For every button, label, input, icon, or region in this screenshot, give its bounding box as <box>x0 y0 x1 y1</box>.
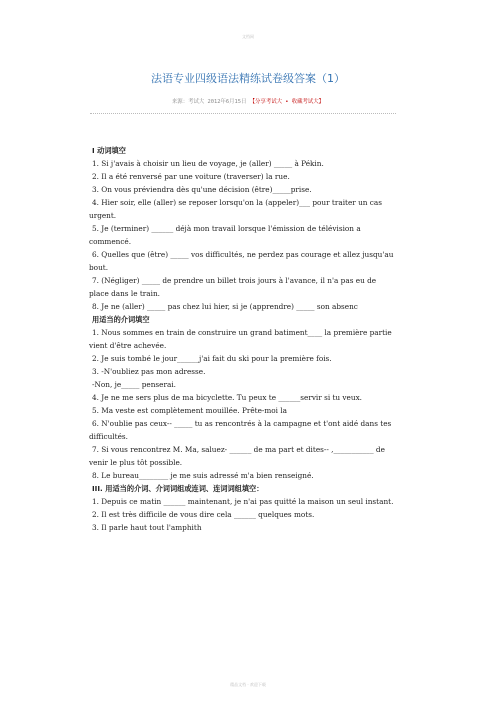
exercise-line: 2. Il est très difficile de vous dire cela ______ quelques mots. <box>92 510 315 519</box>
exercise-line: 7. Si vous rencontrez M. Ma, saluez- ______ de ma part et dites-- ,___________ de venir le plus tôt possible. <box>89 445 385 467</box>
exercise-line: 8. Je ne (aller) _____ pas chez lui hier, si je (apprendre) _____ son absenc <box>92 302 358 311</box>
exercise-line: 2. Il a été renversé par une voiture (traverser) la rue. <box>92 172 290 181</box>
exercise-body <box>89 144 398 534</box>
exercise-line: 2. Je suis tombé le jour______j'ai fait du ski pour la première fois. <box>92 354 332 363</box>
section-heading: I 动词填空 <box>92 146 126 155</box>
divider <box>90 113 396 114</box>
exercise-line: 8. Le bureau________ je me suis adressé m'a bien renseigné. <box>92 471 314 480</box>
source-date: 来源：考试大 2012年6月15日 <box>171 99 247 105</box>
exercise-line: -Non, je_____ penserai. <box>92 380 176 389</box>
exercise-line: 4. Je ne me sers plus de ma bicyclette. Tu peux te ______servir si tu veux. <box>92 393 363 402</box>
exercise-line: 6. N'oublie pas ceux-- _____ tu as rencontrés à la campagne et t'ont aidé dans tes difficultés. <box>89 419 392 441</box>
exercise-line: 5. Ma veste est complètement mouillée. Prête-moi la <box>92 406 288 415</box>
exercise-line: 3. Il parle haut tout l'amphith <box>92 523 202 532</box>
exercise-line: 3. On vous préviendra dès qu'une décision (être)_____prise. <box>92 185 312 194</box>
share-links[interactable]: 【分享考试大 • 收藏考试大】 <box>249 99 325 105</box>
section-heading: III. 用适当的介词、介词词组或连词、连词词组填空： <box>92 484 264 493</box>
exercise-line: 4. Hier soir, elle (aller) se reposer lorsqu'on la (appeler)___ pour traiter un cas urgent. <box>89 198 382 220</box>
exercise-line: 1. Nous sommes en train de construire un grand batiment____ la première partie vient d'être achevée. <box>89 328 392 350</box>
exercise-line: 1. Si j'avais à choisir un lieu de voyage, je (aller) _____ à Pékin. <box>92 159 324 168</box>
header-watermark: 文档网 <box>242 34 254 39</box>
source-meta <box>0 97 496 105</box>
page-title: 法语专业四级语法精练试卷级答案（1） <box>151 72 345 85</box>
exercise-line: 6. Quelles que (être) _____ vos difficultés, ne perdez pas courage et allez jusqu'au bout. <box>89 250 394 272</box>
exercise-line: 7. (Négliger) _____ de prendre un billet trois jours à l'avance, il n'a pas eu de place dans le train. <box>89 276 377 298</box>
exercise-line: 3. -N'oubliez pas mon adresse. <box>92 367 206 376</box>
footer-watermark: 精品文档 · 欢迎下载 <box>230 682 266 687</box>
exercise-line: 1. Depuis ce matin ______ maintenant, je n'ai pas quitté la maison un seul instant. <box>92 497 394 506</box>
exercise-line: 5. Je (terminer) ______ déjà mon travail lorsque l'émission de télévision a commencé. <box>89 224 361 246</box>
section-heading: 用适当的介词填空 <box>92 315 150 324</box>
